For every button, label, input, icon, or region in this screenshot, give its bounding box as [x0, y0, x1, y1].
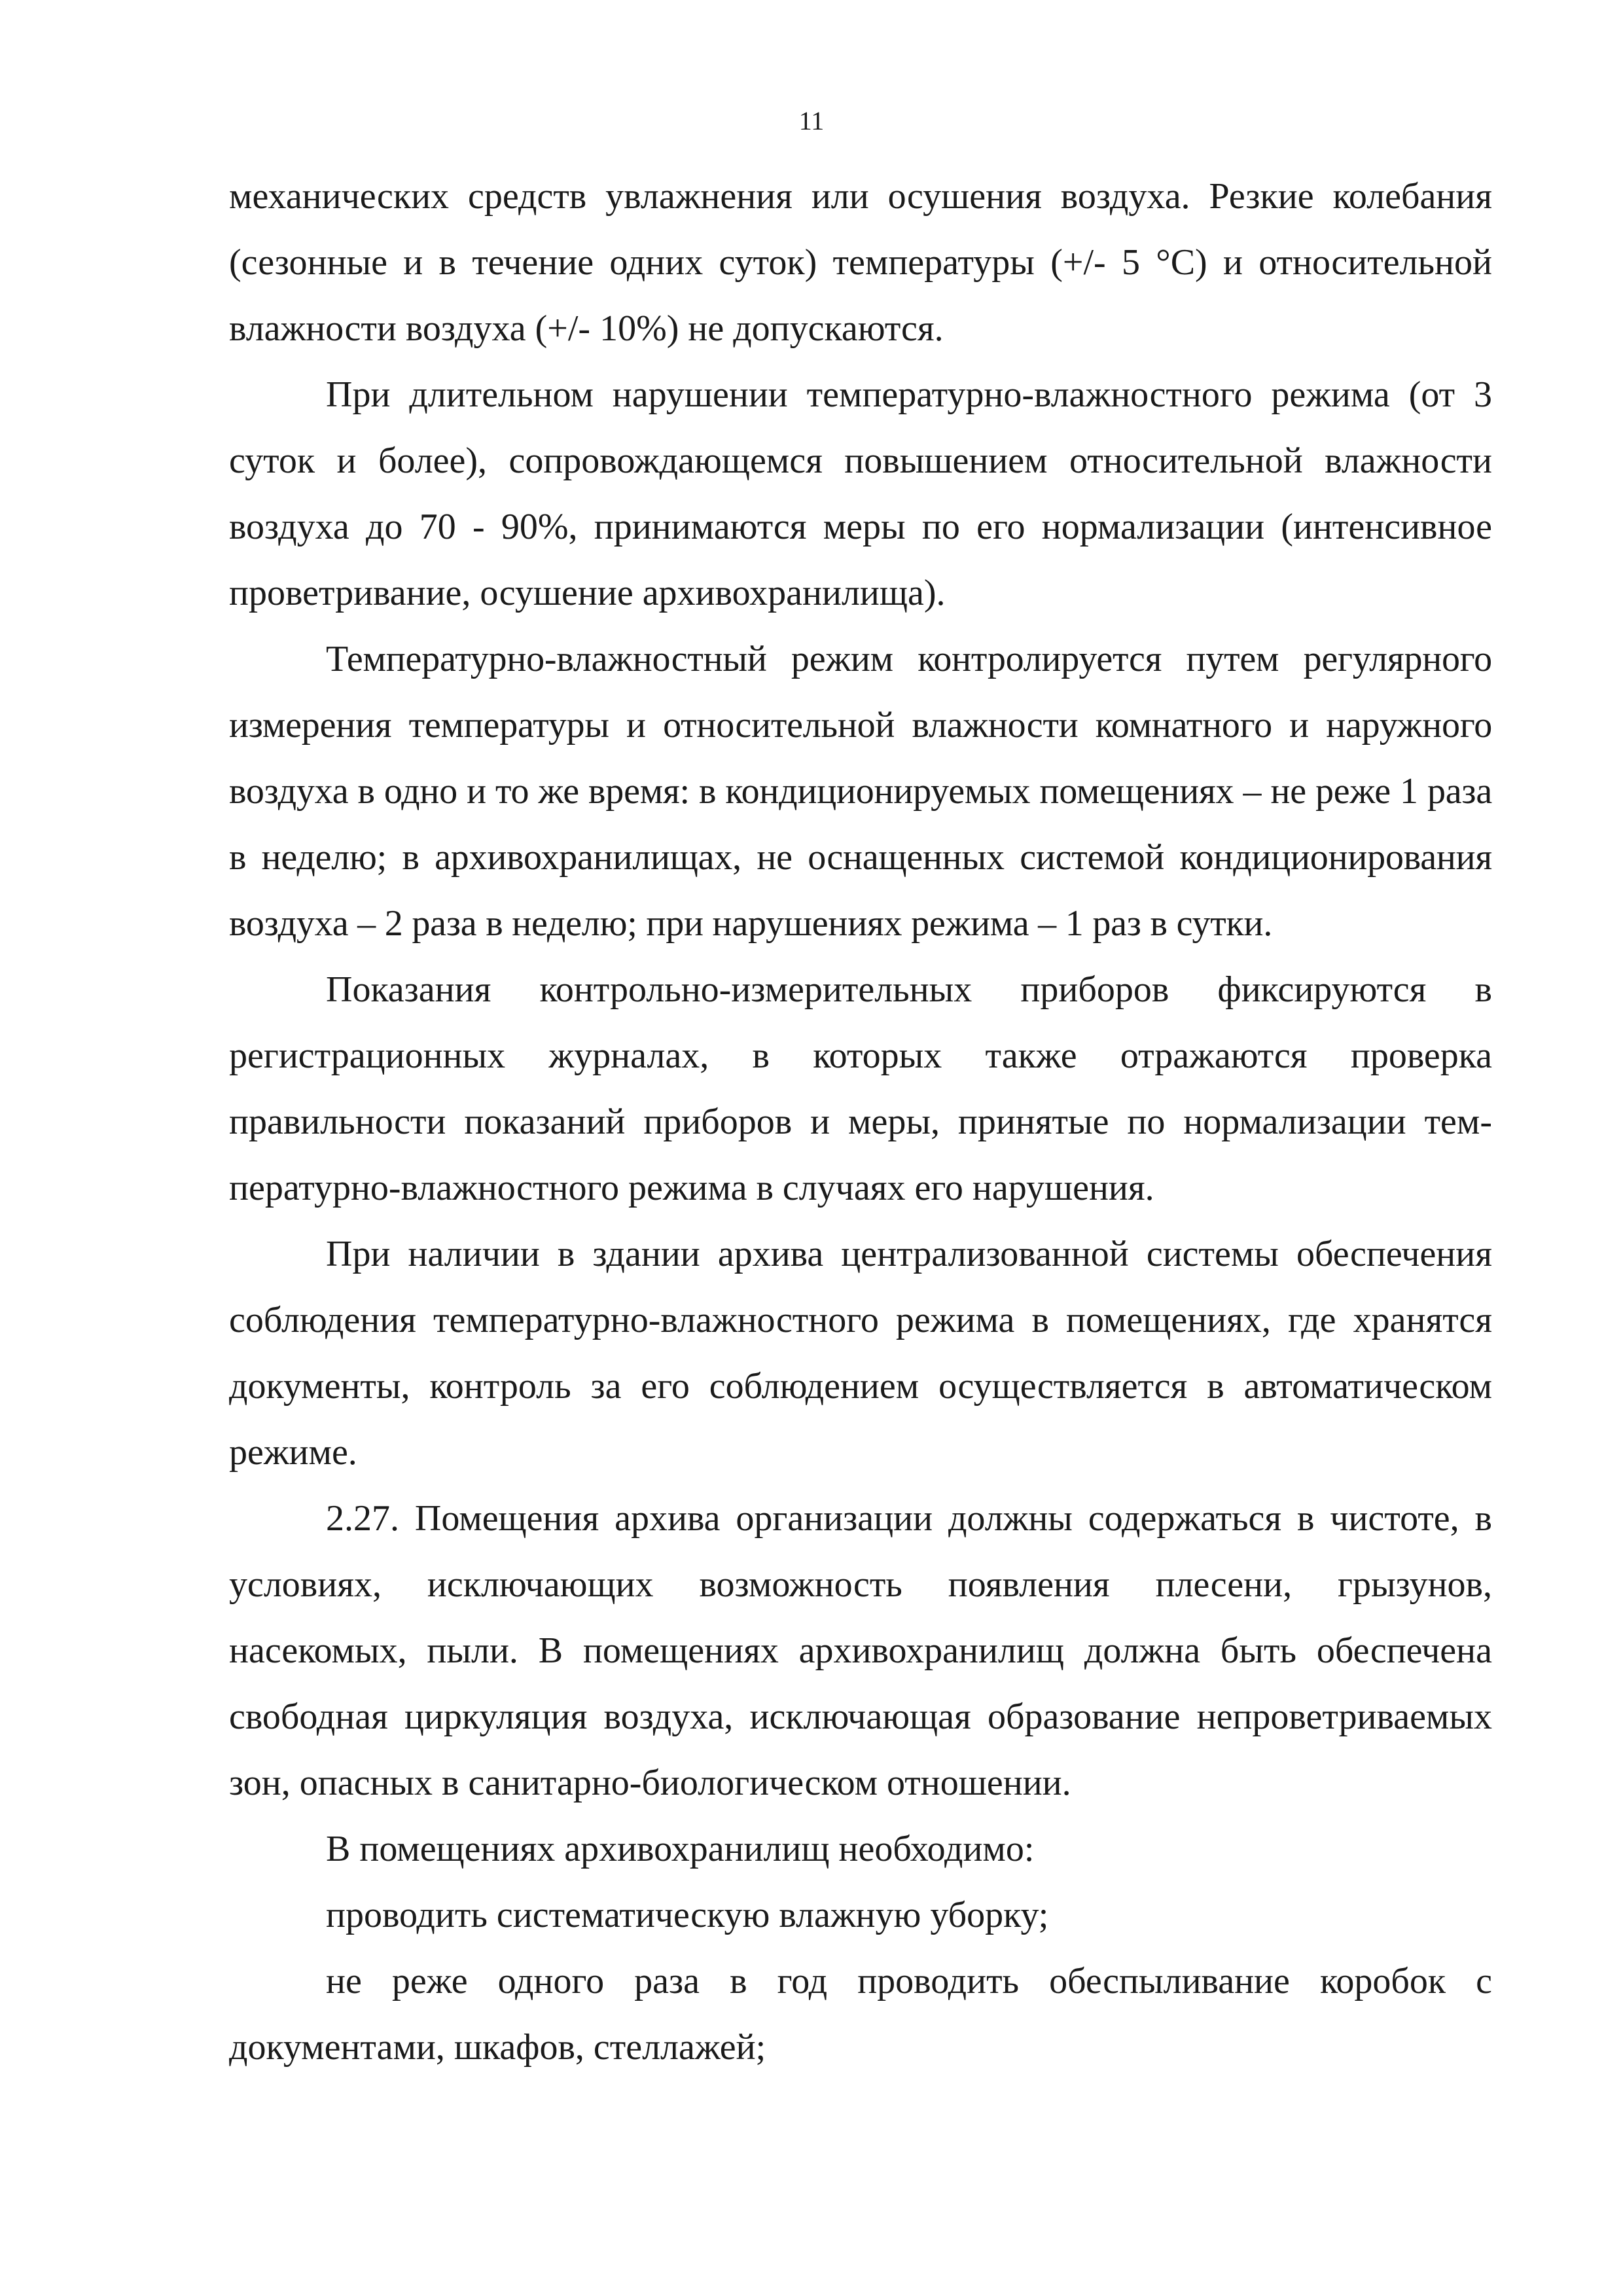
paragraph-dust-removal: не реже одного раза в год проводить обеспыливание коробок с документами, шкафов, стеллажей;: [229, 1961, 1492, 2068]
paragraph-storage-requirements: В помещениях архивохранилищ необходимо:: [326, 1829, 1035, 1869]
paragraph-violation-measures: При длительном нарушении температурно-влажностного режима (от 3 суток и более), сопровождающемся повышением относительной влажности воздуха до 70 - 90%, принимаются меры по его нормализации (интенсивное проветривание, осушение архивохранилища).: [229, 374, 1492, 613]
paragraph-section-2-27: 2.27. Помещения архива организации должны содержаться в чистоте, в условиях, исключающих возможность появления плесени, грызунов, насекомых, пыли. В помещениях архивохранилищ должна быть обеспечена свободная циркуляция воздуха, исключающая образование непроветриваемых зон, опасных в санитарно-биологическом отношении.: [229, 1498, 1492, 1803]
paragraph-centralized-system: При наличии в здании архива централизованной системы обеспечения соблюдения температурно-влажностного режима в помещениях, где хранятся документы, контроль за его соблюдением осуществляется в автоматическом режиме.: [229, 1234, 1492, 1473]
page-number: 11: [798, 106, 825, 135]
paragraph-wet-cleaning: проводить систематическую влажную уборку;: [326, 1895, 1049, 1935]
document-body: [229, 164, 1492, 2081]
paragraph-continuation: механических средств увлажнения или осушения воздуха. Резкие колебания (сезонные и в течение одних суток) температуры (+/- 5 °С) и относительной влажности воздуха (+/- 10%) не допускаются.: [229, 176, 1492, 349]
paragraph-instrument-readings: Показания контрольно-измерительных приборов фиксируются в регистрационных журналах, в которых также отражаются проверка правильности показаний приборов и меры, принятые по нормализации тем-пературно-влажностного режима в случаях его нарушения.: [229, 969, 1492, 1208]
paragraph-regime-control: Температурно-влажностный режим контролируется путем регулярного измерения температуры и относительной влажности комнатного и наружного воздуха в одно и то же время: в кондиционируемых помещениях – не реже 1 раза в неделю; в архивохранилищах, не оснащенных системой кондиционирования воздуха – 2 раза в неделю; при нарушениях режима – 1 раз в сутки.: [229, 639, 1492, 944]
